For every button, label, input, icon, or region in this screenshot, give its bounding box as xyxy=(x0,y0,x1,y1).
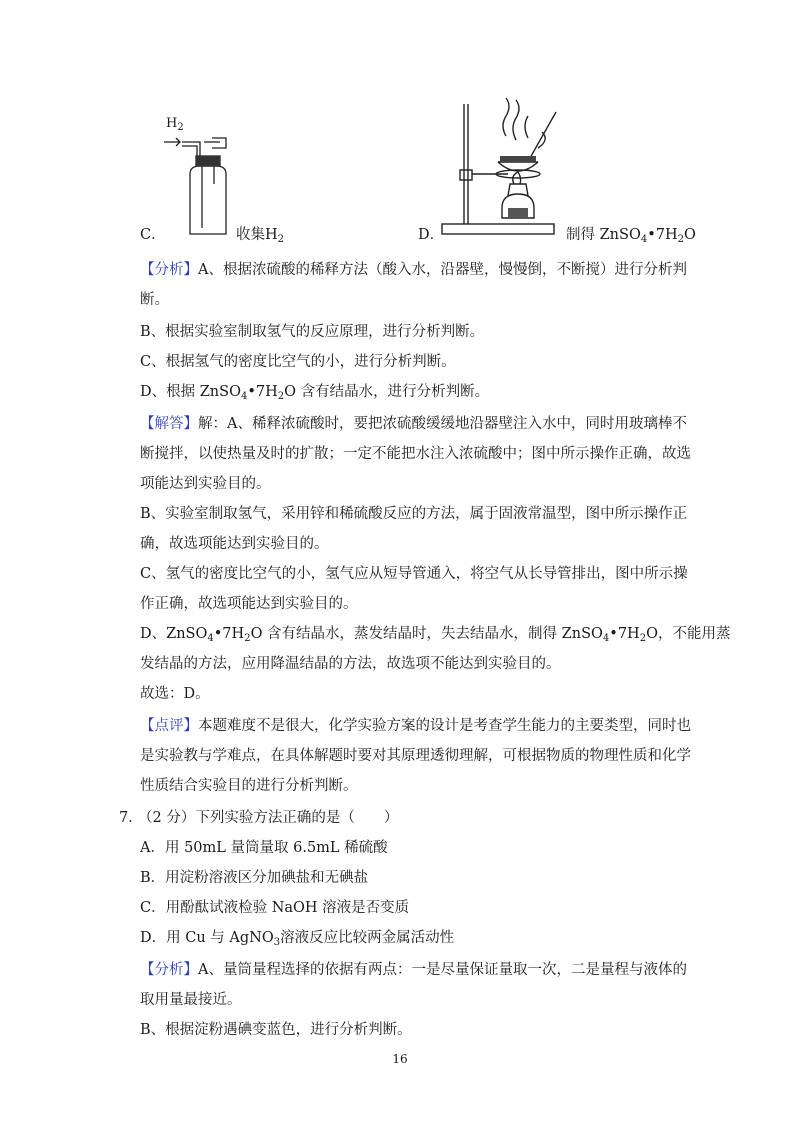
figure-c-caption: 收集$H_2$ xyxy=(236,227,285,245)
q6-answer-line-5: 确，故选项能达到实验目的。 xyxy=(140,536,329,552)
q6-answer-line-7: 作正确，故选项能达到实验目的。 xyxy=(140,596,358,612)
figure-d-evaporation-apparatus xyxy=(438,96,568,238)
q7-analysis-line-1: 【分析】A、量筒量程选择的依据有两点：一是尽量保证量取一次，二是量程与液体的 xyxy=(140,962,687,978)
q6-answer-line-6: C、氢气的密度比空气的小，氢气应从短导管通入，将空气从长导管排出，图中所示操 xyxy=(140,566,688,582)
q6-analysis-line-2: 断。 xyxy=(140,292,169,308)
q7-number: 7． xyxy=(119,810,143,826)
q6-comment-line-3: 性质结合实验目的进行分析判断。 xyxy=(140,778,358,794)
q6-answer-line-1: 【解答】解：A、稀释浓硫酸时，要把浓硫酸缓缓地沿器壁注入水中，同时用玻璃棒不 xyxy=(140,416,687,432)
q7-option-b: B．用淀粉溶液区分加碘盐和无碘盐 xyxy=(140,870,369,886)
q6-answer-line-8: D、$ZnSO_4•7H_2O$ 含有结晶水，蒸发结晶时，失去结晶水，制得 $ZnSO_4•7H_2O$，不能用蒸 xyxy=(140,626,731,644)
q7-analysis-line-2: 取用量最接近。 xyxy=(140,992,242,1008)
q6-comment-line-1: 【点评】本题难度不是很大，化学实验方案的设计是考查学生能力的主要类型，同时也 xyxy=(140,718,691,734)
q6-answer-line-3: 项能达到实验目的。 xyxy=(140,476,271,492)
q6-analysis-d: D、根据 $ZnSO_4•7H_2O$ 含有结晶水，进行分析判断。 xyxy=(140,384,490,402)
figure-d-letter: D． xyxy=(418,227,445,243)
q6-answer-line-2: 断搅拌，以使热量及时的扩散；一定不能把水注入浓硫酸中；图中所示操作正确，故选 xyxy=(140,446,691,462)
figure-d-caption: 制得 $ZnSO_4•7H_2O$ xyxy=(566,227,696,245)
analysis-tag: 【分析】 xyxy=(140,962,198,978)
q7-option-a: A．用 50mL 量筒量取 6.5mL 稀硫酸 xyxy=(140,840,388,856)
q7-option-c: C．用酚酞试液检验 NaOH 溶液是否变质 xyxy=(140,900,410,916)
q6-answer-line-9: 发结晶的方法，应用降温结晶的方法，故选项不能达到实验目的。 xyxy=(140,656,561,672)
figure-c-h2-label: $H_2$ xyxy=(166,116,184,133)
q7-stem: （2 分）下列实验方法正确的是（ ） xyxy=(138,810,399,826)
q6-analysis-line-1: 【分析】A、根据浓硫酸的稀释方法（酸入水，沿器壁，慢慢倒，不断搅）进行分析判 xyxy=(140,262,687,278)
comment-tag: 【点评】 xyxy=(140,718,198,734)
q7-analysis-b: B、根据淀粉遇碘变蓝色，进行分析判断。 xyxy=(140,1022,412,1038)
figure-c-gas-bottle xyxy=(160,112,250,242)
q7-option-d: D．用 Cu 与 AgNO$_3$溶液反应比较两金属活动性 xyxy=(140,930,455,948)
q6-analysis-b: B、根据实验室制取氢气的反应原理，进行分析判断。 xyxy=(140,324,485,340)
page-number: 16 xyxy=(392,1052,408,1066)
gas-bottle-icon xyxy=(160,112,250,242)
figure-c-letter: C． xyxy=(140,227,166,243)
q6-analysis-c: C、根据氢气的密度比空气的小，进行分析判断。 xyxy=(140,354,456,370)
q6-answer-line-4: B、实验室制取氢气，采用锌和稀硫酸反应的方法，属于固液常温型，图中所示操作正 xyxy=(140,506,688,522)
analysis-tag: 【分析】 xyxy=(140,262,198,278)
answer-tag: 【解答】 xyxy=(140,416,198,432)
q6-choice: 故选：D。 xyxy=(140,686,210,702)
evaporation-stand-icon xyxy=(438,96,568,238)
q6-comment-line-2: 是实验教与学难点，在具体解题时要对其原理透彻理解，可根据物质的物理性质和化学 xyxy=(140,748,691,764)
